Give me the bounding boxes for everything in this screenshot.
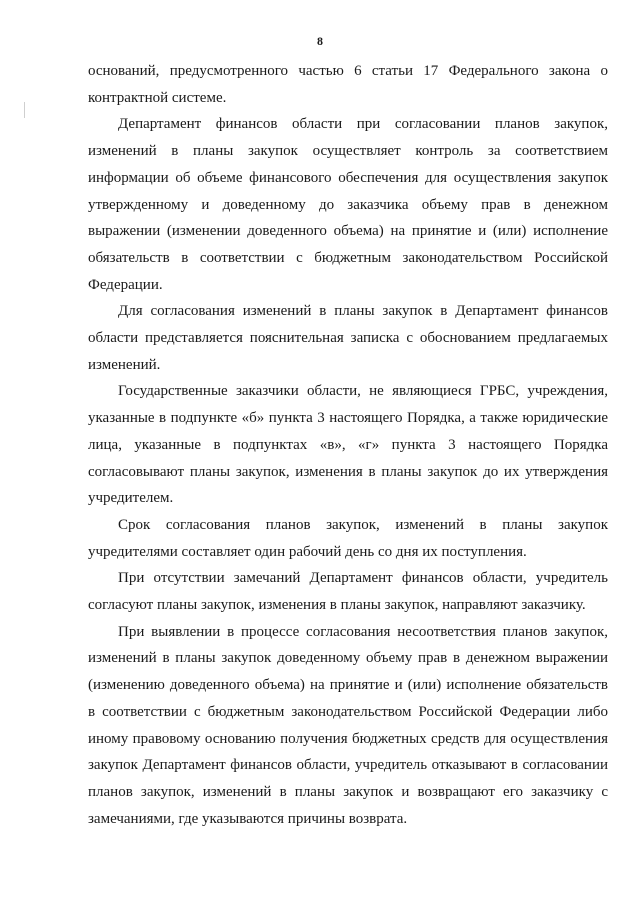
paragraph-approval-term: Срок согласования планов закупок, изменений в планы закупок учредителями составляет один рабочий день со дня их поступления. [88, 516, 608, 560]
page-number: 8 [317, 34, 323, 48]
paragraph-finance-control: Департамент финансов области при согласовании планов закупок, изменений в планы закупок осуществляет контроль за соответствием информации об объеме финансового обеспечения для осуществления закупок утвержденному и доведенному до заказчика объему прав в денежном выражении (изменении доведенного объема) на принятие и (или) исполнение обязательств в соответствии с бюджетным законодательством Российской Федерации. [88, 116, 608, 293]
document-body [88, 58, 608, 832]
paragraph-continuation: оснований, предусмотренного частью 6 статьи 17 Федерального закона о контрактной системе. [88, 63, 608, 106]
margin-mark [24, 102, 25, 118]
paragraph-no-remarks: При отсутствии замечаний Департамент финансов области, учредитель согласуют планы закупок, изменения в планы закупок, направляют заказчику. [88, 570, 608, 614]
paragraph-state-customers: Государственные заказчики области, не являющиеся ГРБС, учреждения, указанные в подпункте «б» пункта 3 настоящего Порядка, а также юридические лица, указанные в подпунктах «в», «г» пункта 3 настоящего Порядка согласовывают планы закупок, изменения в планы закупок до их утверждения учредителем. [88, 383, 608, 507]
paragraph-discrepancy: При выявлении в процессе согласования несоответствия планов закупок, изменений в планы закупок доведенному объему прав в денежном выражении (изменению доведенного объема) на принятие и (или) исполнение обязательств в соответствии с бюджетным законодательством Российской Федерации либо иному правовому основанию получения бюджетных средств для осуществления закупок Департамент финансов области, учредитель отказывают в согласовании планов закупок, изменений в планы закупок и возвращают его заказчику с замечаниями, где указываются причины возврата. [88, 623, 608, 827]
paragraph-explanatory-note: Для согласования изменений в планы закупок в Департамент финансов области представляется пояснительная записка с обоснованием предлагаемых изменений. [88, 303, 608, 373]
